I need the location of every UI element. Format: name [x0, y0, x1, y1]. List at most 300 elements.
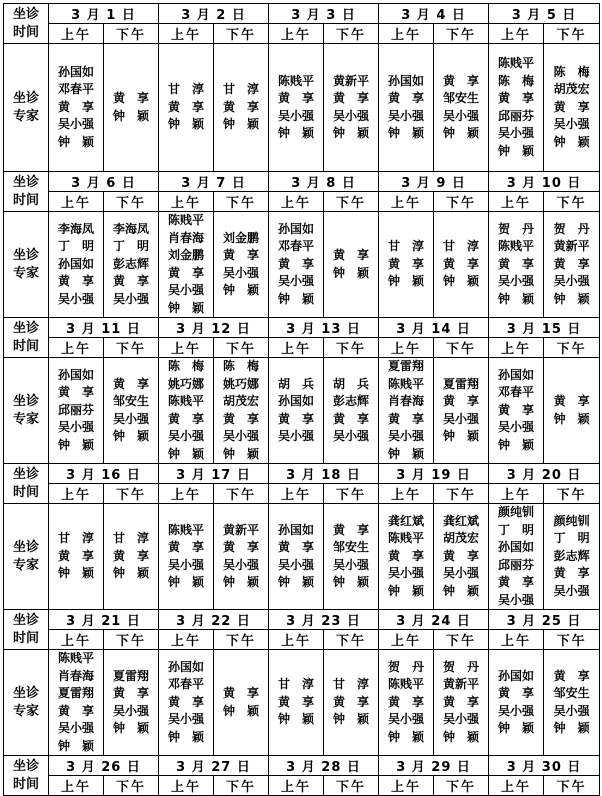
- expert-cell: [489, 650, 544, 756]
- expert-name: 甘 淳: [57, 531, 94, 546]
- expert-name: 邱丽芬: [498, 557, 535, 572]
- expert-name: 吴小强: [333, 557, 370, 572]
- expert-name: 孙国如: [278, 394, 315, 408]
- expert-name: 甘 淳: [113, 531, 150, 546]
- session-am: 上午: [489, 338, 544, 358]
- date-header: 3 月 4 日: [379, 4, 489, 24]
- label-experts: [4, 504, 49, 610]
- date-header: 3 月 30 日: [489, 756, 600, 776]
- expert-cell: [49, 650, 104, 756]
- expert-name: 姚巧娜: [223, 376, 260, 391]
- expert-name: 陈贱平: [388, 677, 425, 692]
- expert-cell: [214, 358, 269, 464]
- session-am: 上午: [49, 776, 104, 796]
- expert-name: 吴小强: [553, 703, 590, 718]
- expert-name: 钟 颖: [443, 429, 480, 443]
- expert-name: 钟 颖: [223, 446, 260, 461]
- label-experts: [4, 358, 49, 464]
- date-header: 3 月 6 日: [49, 172, 159, 192]
- date-header: 3 月 24 日: [379, 610, 489, 630]
- expert-cell: [379, 44, 434, 172]
- label-time-text: 坐诊 时间: [12, 466, 39, 500]
- expert-name: 黄 享: [388, 411, 425, 426]
- expert-name: 吴小强: [388, 566, 425, 581]
- expert-name: 贺 丹: [553, 221, 590, 236]
- expert-cell: [324, 650, 379, 756]
- expert-cell: [49, 358, 104, 464]
- date-header: 3 月 20 日: [489, 464, 600, 484]
- expert-cell: [434, 504, 489, 610]
- date-header: 3 月 11 日: [49, 318, 159, 338]
- expert-name: 吴小强: [57, 721, 94, 735]
- date-row: [4, 610, 600, 630]
- expert-name: 肖春海: [57, 668, 94, 683]
- session-pm: 下午: [324, 24, 379, 44]
- expert-name: 钟 颖: [333, 712, 370, 727]
- expert-name: 李海凤: [57, 221, 94, 236]
- expert-cell: [434, 212, 489, 318]
- date-header: 3 月 1 日: [49, 4, 159, 24]
- expert-name: 吴小强: [553, 274, 590, 289]
- expert-name: 钟 颖: [168, 300, 205, 315]
- expert-name: 黄 享: [443, 548, 480, 563]
- expert-name: 吴小强: [113, 411, 150, 426]
- expert-name: 吴小强: [168, 557, 205, 572]
- experts-row: [4, 504, 600, 610]
- date-row: [4, 4, 600, 24]
- date-header: 3 月 28 日: [269, 756, 379, 776]
- expert-name: 吴小强: [498, 126, 535, 140]
- expert-name: 吴小强: [443, 712, 480, 727]
- expert-cell: [269, 504, 324, 610]
- expert-name: 彭志辉: [113, 256, 150, 271]
- expert-name: 黄新平: [223, 522, 260, 537]
- experts-row: [4, 44, 600, 172]
- date-header: 3 月 16 日: [49, 464, 159, 484]
- expert-name: 黄 享: [223, 248, 260, 262]
- expert-name: 钟 颖: [57, 134, 94, 149]
- label-time: [4, 464, 49, 504]
- expert-name: 钟 颖: [113, 108, 150, 123]
- expert-name: 黄 享: [113, 274, 150, 289]
- expert-name: 吴小强: [223, 265, 260, 280]
- expert-cell: [104, 504, 159, 610]
- expert-name: 钟 颖: [443, 274, 480, 289]
- expert-name: 吴小强: [388, 712, 425, 727]
- expert-name: 钟 颖: [498, 437, 535, 452]
- expert-name: 钟 颖: [57, 437, 94, 452]
- expert-name: 黄 享: [223, 411, 260, 426]
- label-time-text: 坐诊 时间: [12, 612, 39, 646]
- expert-name: 黄新平: [553, 239, 590, 254]
- session-pm: 下午: [544, 776, 600, 796]
- label-time-text: 坐诊 时间: [12, 758, 39, 792]
- session-pm: 下午: [214, 338, 269, 358]
- expert-name: 邱丽芬: [498, 108, 535, 123]
- expert-name: 夏雷翔: [388, 359, 425, 373]
- expert-name: 甘 淳: [443, 239, 480, 254]
- expert-name: 黄 享: [333, 694, 370, 709]
- experts-row: [4, 358, 600, 464]
- session-pm: 下午: [104, 484, 159, 504]
- expert-name: 丁 明: [553, 531, 590, 546]
- session-pm: 下午: [544, 484, 600, 504]
- expert-name: 黄 享: [333, 411, 370, 426]
- expert-name: 邓春平: [498, 385, 535, 400]
- expert-name: 吴小强: [553, 117, 590, 132]
- date-header: 3 月 8 日: [269, 172, 379, 192]
- expert-name: 钟 颖: [498, 143, 535, 158]
- expert-name: 甘 淳: [223, 82, 260, 97]
- session-am: 上午: [159, 630, 214, 650]
- expert-cell: [379, 504, 434, 610]
- expert-cell: [214, 44, 269, 172]
- expert-cell: [104, 650, 159, 756]
- expert-name: 黄 享: [553, 668, 590, 683]
- expert-cell: [214, 212, 269, 318]
- session-am: 上午: [489, 192, 544, 212]
- expert-cell: [159, 504, 214, 610]
- expert-name: 邱丽芬: [57, 402, 94, 417]
- expert-name: 龚红斌: [388, 513, 425, 528]
- expert-name: 钟 颖: [388, 126, 425, 140]
- expert-name: 吴小强: [57, 117, 94, 132]
- expert-name: 黄 享: [498, 402, 535, 417]
- label-time: [4, 318, 49, 358]
- date-header: 3 月 2 日: [159, 4, 269, 24]
- expert-cell: [49, 44, 104, 172]
- expert-name: 孙国如: [57, 64, 94, 79]
- expert-name: 吴小强: [498, 420, 535, 435]
- expert-name: 吴小强: [443, 108, 480, 123]
- date-header: 3 月 29 日: [379, 756, 489, 776]
- expert-name: 陈贱平: [388, 531, 425, 546]
- date-row: [4, 756, 600, 776]
- expert-name: 陈贱平: [168, 213, 205, 227]
- expert-name: 黄 享: [278, 694, 315, 709]
- expert-name: 胡茂宏: [443, 531, 480, 546]
- expert-name: 黄 享: [113, 548, 150, 563]
- expert-name: 孙国如: [498, 668, 535, 683]
- expert-name: 吴小强: [278, 274, 315, 289]
- expert-cell: [489, 358, 544, 464]
- expert-cell: [269, 650, 324, 756]
- expert-name: 邹安生: [443, 91, 480, 105]
- session-row: [4, 630, 600, 650]
- session-pm: 下午: [214, 24, 269, 44]
- expert-cell: [324, 504, 379, 610]
- date-header: 3 月 15 日: [489, 318, 600, 338]
- expert-name: 钟 颖: [168, 729, 205, 744]
- expert-name: 钟 颖: [553, 721, 590, 735]
- expert-name: 黄 享: [57, 274, 94, 289]
- expert-name: 钟 颖: [223, 117, 260, 132]
- expert-name: 黄 享: [223, 540, 260, 554]
- expert-cell: [434, 44, 489, 172]
- label-experts-text: 坐诊 专家: [12, 90, 39, 124]
- expert-cell: [49, 212, 104, 318]
- expert-name: 黄新平: [443, 677, 480, 692]
- expert-cell: [544, 44, 600, 172]
- expert-name: 吴小强: [168, 283, 205, 297]
- expert-name: 钟 颖: [443, 126, 480, 140]
- session-am: 上午: [379, 338, 434, 358]
- expert-name: 黄 享: [553, 256, 590, 271]
- date-header: 3 月 12 日: [159, 318, 269, 338]
- expert-name: 吴小强: [388, 429, 425, 443]
- expert-cell: [269, 212, 324, 318]
- session-pm: 下午: [324, 630, 379, 650]
- expert-cell: [269, 358, 324, 464]
- label-experts: [4, 44, 49, 172]
- expert-name: 黄 享: [498, 256, 535, 271]
- session-pm: 下午: [544, 630, 600, 650]
- session-am: 上午: [379, 630, 434, 650]
- expert-name: 陈贱平: [168, 522, 205, 537]
- date-header: 3 月 13 日: [269, 318, 379, 338]
- expert-name: 黄 享: [168, 694, 205, 709]
- session-pm: 下午: [104, 776, 159, 796]
- expert-cell: [49, 504, 104, 610]
- expert-name: 龚红斌: [443, 513, 480, 528]
- session-row: [4, 24, 600, 44]
- expert-cell: [544, 212, 600, 318]
- expert-name: 黄 享: [113, 91, 150, 105]
- session-am: 上午: [269, 630, 324, 650]
- expert-name: 黄 享: [553, 394, 590, 408]
- date-header: 3 月 10 日: [489, 172, 600, 192]
- expert-name: 黄 享: [57, 548, 94, 563]
- date-header: 3 月 26 日: [49, 756, 159, 776]
- session-am: 上午: [379, 776, 434, 796]
- expert-name: 颜纯钏: [498, 505, 535, 519]
- expert-name: 胡茂宏: [223, 394, 260, 408]
- expert-name: 钟 颖: [388, 274, 425, 289]
- expert-cell: [159, 650, 214, 756]
- expert-name: 黄 享: [388, 91, 425, 105]
- expert-name: 黄 享: [278, 540, 315, 554]
- session-am: 上午: [269, 776, 324, 796]
- expert-name: 黄 享: [168, 99, 205, 114]
- session-pm: 下午: [104, 630, 159, 650]
- expert-name: 邹安生: [113, 394, 150, 408]
- label-time-text: 坐诊 时间: [12, 6, 39, 40]
- expert-cell: [104, 212, 159, 318]
- date-header: 3 月 25 日: [489, 610, 600, 630]
- expert-name: 邹安生: [553, 686, 590, 700]
- expert-name: 贺 丹: [498, 221, 535, 236]
- expert-name: 黄 享: [553, 566, 590, 581]
- expert-cell: [324, 358, 379, 464]
- session-am: 上午: [489, 24, 544, 44]
- date-header: 3 月 18 日: [269, 464, 379, 484]
- expert-name: 颜纯钏: [553, 513, 590, 528]
- expert-name: 钟 颖: [278, 575, 315, 589]
- session-am: 上午: [379, 484, 434, 504]
- expert-cell: [379, 358, 434, 464]
- date-row: [4, 318, 600, 338]
- expert-name: 胡 兵: [333, 376, 370, 391]
- session-am: 上午: [159, 484, 214, 504]
- experts-row: [4, 212, 600, 318]
- expert-name: 吴小强: [57, 420, 94, 435]
- date-header: 3 月 7 日: [159, 172, 269, 192]
- expert-name: 吴小强: [113, 291, 150, 306]
- expert-cell: [214, 650, 269, 756]
- expert-name: 钟 颖: [113, 566, 150, 581]
- expert-name: 黄新平: [333, 73, 370, 88]
- date-row: [4, 172, 600, 192]
- expert-cell: [104, 44, 159, 172]
- expert-name: 吴小强: [498, 703, 535, 718]
- expert-cell: [159, 212, 214, 318]
- expert-name: 孙国如: [168, 659, 205, 674]
- session-am: 上午: [49, 192, 104, 212]
- date-header: 3 月 3 日: [269, 4, 379, 24]
- expert-name: 陈 梅: [553, 64, 590, 79]
- expert-name: 钟 颖: [498, 291, 535, 306]
- session-pm: 下午: [104, 338, 159, 358]
- expert-name: 肖春海: [168, 230, 205, 245]
- expert-name: 黄 享: [57, 703, 94, 718]
- expert-name: 吴小强: [278, 429, 315, 443]
- expert-name: 吴小强: [168, 712, 205, 727]
- expert-name: 黄 享: [57, 99, 94, 114]
- expert-name: 吴小强: [278, 557, 315, 572]
- expert-name: 钟 颖: [333, 575, 370, 589]
- expert-cell: [434, 650, 489, 756]
- expert-name: 贺 丹: [388, 659, 425, 674]
- session-pm: 下午: [214, 630, 269, 650]
- expert-name: 钟 颖: [278, 712, 315, 727]
- session-pm: 下午: [434, 338, 489, 358]
- expert-name: 黄 享: [443, 256, 480, 271]
- expert-name: 钟 颖: [278, 126, 315, 140]
- expert-cell: [379, 650, 434, 756]
- expert-cell: [324, 44, 379, 172]
- date-header: 3 月 17 日: [159, 464, 269, 484]
- session-pm: 下午: [544, 24, 600, 44]
- session-am: 上午: [159, 776, 214, 796]
- expert-name: 吴小强: [388, 108, 425, 123]
- expert-name: 邓春平: [278, 239, 315, 254]
- expert-name: 钟 颖: [388, 446, 425, 461]
- expert-name: 黄 享: [498, 686, 535, 700]
- expert-name: 贺 丹: [443, 659, 480, 674]
- expert-name: 黄 享: [498, 91, 535, 105]
- expert-name: 钟 颖: [223, 703, 260, 718]
- expert-name: 陈贱平: [498, 239, 535, 254]
- expert-name: 钟 颖: [113, 429, 150, 443]
- expert-name: 钟 颖: [333, 126, 370, 140]
- expert-name: 吴小强: [223, 557, 260, 572]
- expert-name: 黄 享: [113, 376, 150, 391]
- expert-name: 吴小强: [168, 429, 205, 443]
- label-experts-text: 坐诊 专家: [12, 247, 39, 281]
- session-pm: 下午: [214, 192, 269, 212]
- label-experts-text: 坐诊 专家: [12, 393, 39, 427]
- expert-name: 陈贱平: [168, 394, 205, 408]
- expert-name: 钟 颖: [333, 265, 370, 280]
- expert-name: 钟 颖: [168, 117, 205, 132]
- expert-name: 丁 明: [57, 239, 94, 254]
- expert-cell: [489, 212, 544, 318]
- expert-name: 黄 享: [333, 522, 370, 537]
- expert-name: 钟 颖: [223, 283, 260, 297]
- expert-name: 李海凤: [113, 221, 150, 236]
- expert-cell: [379, 212, 434, 318]
- expert-name: 钟 颖: [553, 134, 590, 149]
- session-pm: 下午: [434, 24, 489, 44]
- expert-name: 孙国如: [498, 540, 535, 554]
- session-am: 上午: [49, 630, 104, 650]
- date-header: 3 月 23 日: [269, 610, 379, 630]
- expert-name: 甘 淳: [333, 677, 370, 692]
- expert-name: 黄 享: [223, 99, 260, 114]
- session-am: 上午: [269, 192, 324, 212]
- expert-name: 黄 享: [388, 548, 425, 563]
- expert-name: 陈贱平: [498, 56, 535, 70]
- expert-name: 吴小强: [498, 592, 535, 607]
- session-am: 上午: [49, 338, 104, 358]
- expert-name: 胡茂宏: [553, 82, 590, 97]
- expert-name: 彭志辉: [553, 548, 590, 563]
- expert-cell: [159, 44, 214, 172]
- expert-name: 黄 享: [333, 248, 370, 262]
- expert-name: 孙国如: [388, 73, 425, 88]
- expert-name: 黄 享: [168, 540, 205, 554]
- label-experts-text: 坐诊 专家: [12, 685, 39, 719]
- expert-name: 陈贱平: [57, 651, 94, 665]
- expert-name: 黄 享: [388, 256, 425, 271]
- expert-name: 吴小强: [278, 108, 315, 123]
- expert-name: 胡 兵: [278, 376, 315, 391]
- session-am: 上午: [269, 484, 324, 504]
- expert-name: 黄 享: [223, 686, 260, 700]
- expert-name: 刘金鹏: [223, 230, 260, 245]
- expert-name: 刘金鹏: [168, 248, 205, 262]
- expert-name: 吴小强: [57, 291, 94, 306]
- session-pm: 下午: [544, 192, 600, 212]
- label-time: [4, 756, 49, 796]
- expert-name: 夏雷翔: [113, 668, 150, 683]
- expert-cell: [159, 358, 214, 464]
- session-pm: 下午: [324, 484, 379, 504]
- expert-name: 邹安生: [333, 540, 370, 554]
- expert-name: 黄 享: [113, 686, 150, 700]
- expert-name: 陈 梅: [223, 359, 260, 373]
- session-pm: 下午: [434, 484, 489, 504]
- session-row: [4, 484, 600, 504]
- expert-name: 丁 明: [498, 522, 535, 537]
- expert-name: 陈 梅: [168, 359, 205, 373]
- expert-cell: [434, 358, 489, 464]
- expert-name: 黄 享: [443, 73, 480, 88]
- expert-name: 黄 享: [443, 394, 480, 408]
- expert-name: 孙国如: [278, 221, 315, 236]
- date-header: 3 月 14 日: [379, 318, 489, 338]
- session-pm: 下午: [434, 630, 489, 650]
- expert-name: 黄 享: [168, 411, 205, 426]
- expert-name: 黄 享: [388, 694, 425, 709]
- expert-name: 钟 颖: [168, 446, 205, 461]
- expert-name: 吴小强: [333, 108, 370, 123]
- session-pm: 下午: [324, 338, 379, 358]
- session-am: 上午: [49, 484, 104, 504]
- expert-cell: [324, 212, 379, 318]
- expert-name: 吴小强: [443, 566, 480, 581]
- expert-name: 钟 颖: [498, 721, 535, 735]
